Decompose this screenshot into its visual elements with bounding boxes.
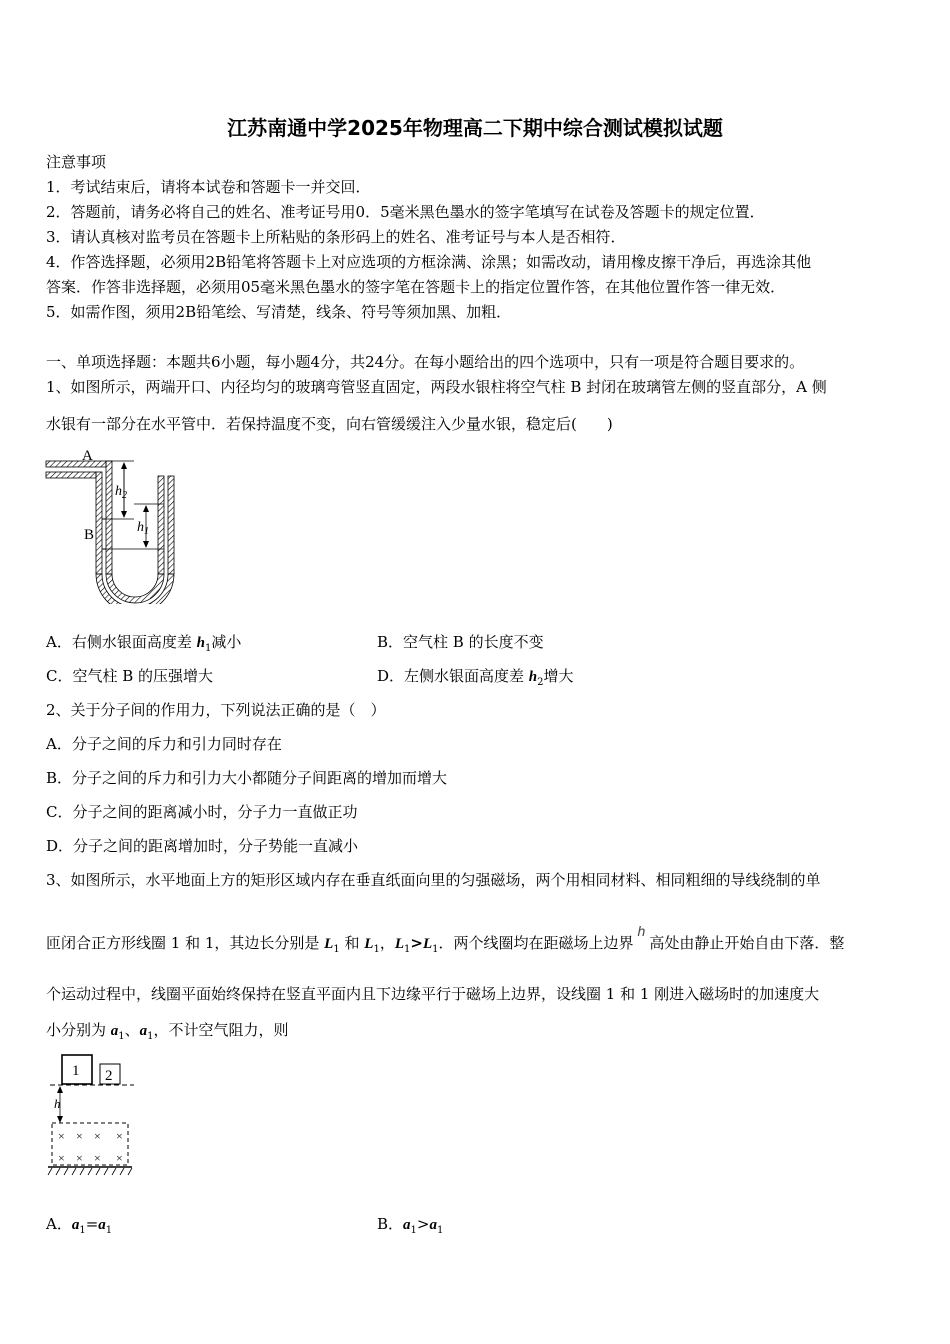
q1-stem-line2: 水银有一部分在水平管中．若保持温度不变，向右管缓缓注入少量水银，稳定后( ) (46, 415, 613, 433)
page-title: 江苏南通中学2025年物理高二下期中综合测试模拟试题 (227, 116, 723, 140)
q2-option-b[interactable]: B．分子之间的斥力和引力大小都随分子间距离的增加而增大 (46, 769, 448, 787)
label-h2: $h_2$ (115, 484, 127, 501)
svg-text:×: × (94, 1151, 101, 1165)
q3-option-b[interactable]: B．$a_1>a_1$ (377, 1215, 444, 1236)
q2-option-c[interactable]: C．分子之间的距离减小时，分子力一直做正功 (46, 803, 358, 821)
svg-text:×: × (58, 1151, 65, 1165)
svg-text:×: × (58, 1129, 65, 1143)
q3-stem-line4: 小分别为 $a_1$、$a_1$，不计空气阻力，则 (46, 1021, 289, 1042)
label-a: A (82, 448, 93, 464)
q3-stem-line3: 个运动过程中，线圈平面始终保持在竖直平面内且下边缘平行于磁场上边界，设线圈 1 和 1 刚进入磁场时的加速度大 (46, 985, 820, 1003)
label-b: B (84, 527, 95, 543)
magnetic-field-figure (44, 1050, 144, 1180)
coil-1-label: 1 (72, 1063, 80, 1079)
tube-walls (46, 461, 174, 604)
h-label: h (54, 1096, 61, 1111)
q1-option-b[interactable]: B．空气柱 B 的长度不变 (377, 633, 544, 651)
q1-stem-line1: 1、如图所示，两端开口、内径均匀的玻璃弯管竖直固定，两段水银柱将空气柱 B 封闭在玻璃管左侧的竖直部分，A 侧 (46, 378, 827, 396)
notice-item: 3．请认真核对监考员在答题卡上所粘贴的条形码上的姓名、准考证号与本人是否相符． (46, 228, 626, 246)
q2-stem: 2、关于分子间的作用力，下列说法正确的是（ ） (46, 701, 386, 719)
q3-option-a[interactable]: A．$a_1=a_1$ (46, 1215, 113, 1236)
notice-item: 1．考试结束后，请将本试卷和答题卡一并交回． (46, 178, 371, 196)
svg-text:×: × (116, 1151, 123, 1165)
svg-text:×: × (76, 1129, 83, 1143)
q2-option-d[interactable]: D．分子之间的距离增加时，分子势能一直减小 (46, 837, 359, 855)
svg-text:×: × (76, 1151, 83, 1165)
notice-heading: 注意事项 (46, 153, 107, 171)
notice-item: 答案．作答非选择题，必须用05毫米黑色墨水的签字笔在答题卡上的指定位置作答，在其他位置作答一律无效． (46, 278, 786, 296)
coil-2-label: 2 (105, 1068, 113, 1084)
notice-item: 4．作答选择题，必须用2B铅笔将答题卡上对应选项的方框涂满、涂黑；如需改动，请用橡皮擦干净后，再选涂其他 (46, 253, 812, 271)
svg-text:×: × (116, 1129, 123, 1143)
h-symbol: h (637, 923, 646, 939)
q1-option-c[interactable]: C．空气柱 B 的压强增大 (46, 667, 214, 685)
q3-stem-line1: 3、如图所示，水平地面上方的矩形区域内存在垂直纸面向里的匀强磁场，两个用相同材料、相同粗细的导线绕制的单 (46, 871, 821, 889)
q1-option-a[interactable]: A．右侧水银面高度差 $h_1$减小 (46, 633, 242, 654)
notice-item: 2．答题前，请务必将自己的姓名、准考证号用0．5毫米黑色墨水的签字笔填写在试卷及答题卡的规定位置． (46, 203, 765, 221)
u-tube-figure (44, 444, 184, 604)
q1-option-d[interactable]: D．左侧水银面高度差 $h_2$增大 (377, 667, 574, 688)
q3-stem-line2: 匝闭合正方形线圈 1 和 1，其边长分别是 $L_1$ 和 $L_1$，$L_1>L_1$．两个线圈均在距磁场上边界h高处由静止开始自由下落．整 (46, 923, 845, 955)
q2-option-a[interactable]: A．分子之间的斥力和引力同时存在 (46, 735, 282, 753)
notice-item: 5．如需作图，须用2B铅笔绘、写清楚，线条、符号等须加黑、加粗． (46, 303, 512, 321)
section-heading: 一、单项选择题：本题共6小题，每小题4分，共24分。在每小题给出的四个选项中，只有一项是符合题目要求的。 (46, 353, 805, 371)
label-h1: $h_1$ (137, 520, 149, 537)
field-crosses (58, 1129, 123, 1165)
svg-text:×: × (94, 1129, 101, 1143)
